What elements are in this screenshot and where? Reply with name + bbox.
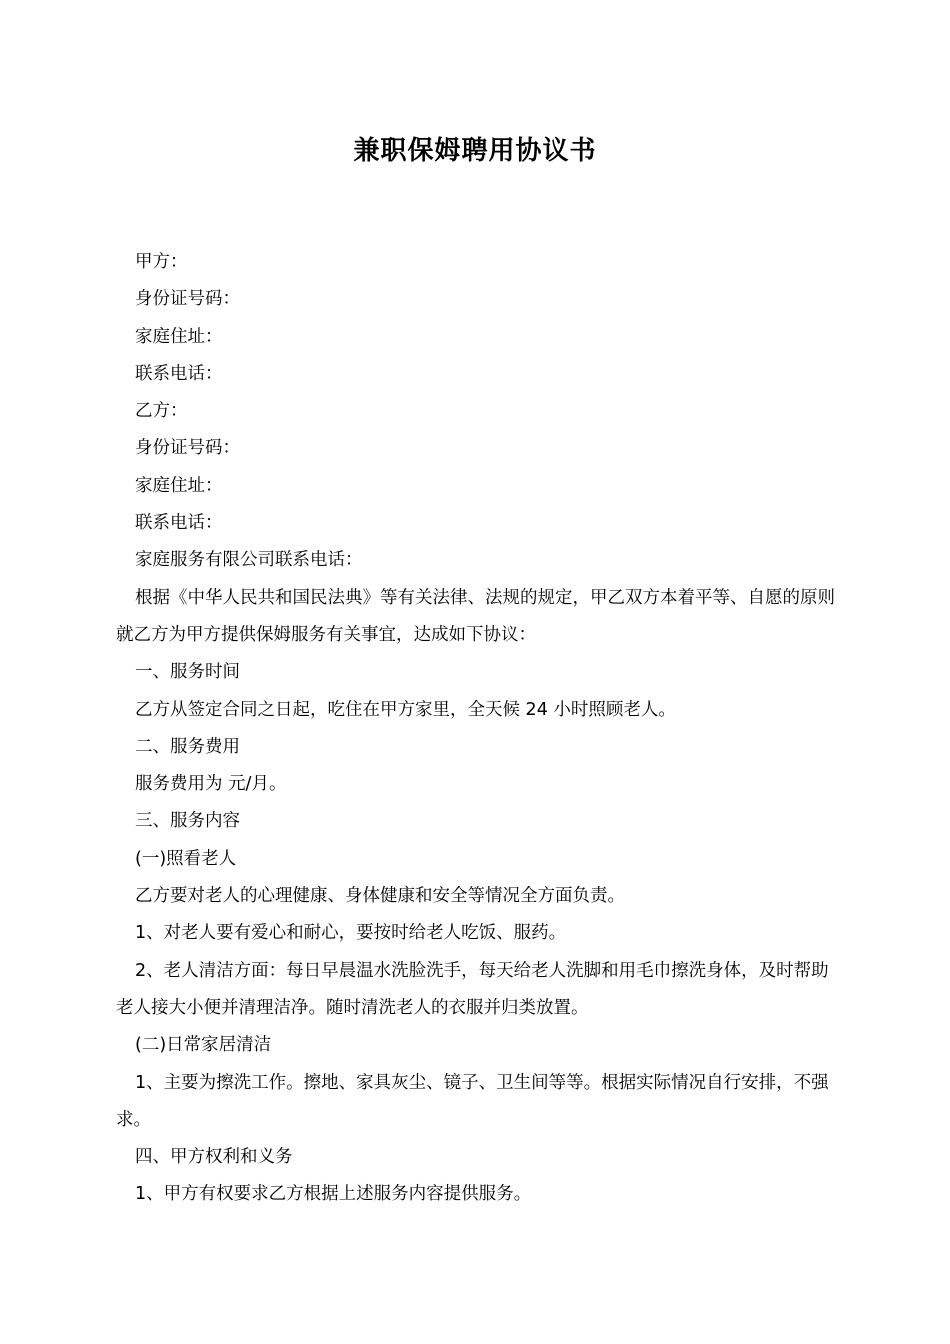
subsection-heading-house-cleaning: (二)日常家居清洁 [135,1035,272,1056]
party-b-address: 家庭住址： [135,475,223,496]
party-a-id-number: 身份证号码： [135,289,240,310]
section-heading-service-fee: 二、服务费用 [135,736,240,757]
party-b-label: 乙方： [135,401,188,422]
document-title: 兼职保姆聘用协议书 [353,136,597,166]
section-heading-service-content: 三、服务内容 [135,811,240,832]
party-a-rights-item-1: 1、甲方有权要求乙方根据上述服务内容提供服务。 [135,1184,532,1205]
subsection-heading-elder-care: (一)照看老人 [135,848,237,869]
service-time-paragraph: 乙方从签定合同之日起，吃住在甲方家里，全天候 24 小时照顾老人。 [135,699,676,720]
section-heading-party-a-rights: 四、甲方权利和义务 [135,1147,293,1168]
party-a-label: 甲方： [135,252,188,272]
party-a-address: 家庭住址： [135,326,223,347]
document-body [116,244,846,1214]
elder-care-item-1: 1、对老人要有爱心和耐心，要按时给老人吃饭、服药。 [135,923,567,944]
agency-phone: 家庭服务有限公司联系电话： [135,550,363,571]
house-cleaning-item-1: 1、主要为擦洗工作。擦地、家具灰尘、镜子、卫生间等等。根据实际情况自行安排，不强求。 [116,1072,829,1130]
party-a-phone: 联系电话： [135,363,223,384]
elder-care-paragraph: 乙方要对老人的心理健康、身体健康和安全等情况全方面负责。 [135,886,625,907]
preamble-paragraph: 根据《中华人民共和国民法典》等有关法律、法规的规定，甲乙双方本着平等、自愿的原则就乙方为甲方提供保姆服务有关事宜，达成如下协议： [116,587,835,645]
party-b-id-number: 身份证号码： [135,438,240,459]
party-b-phone: 联系电话： [135,513,223,534]
elder-care-item-2: 2、老人清洁方面：每日早晨温水洗脸洗手，每天给老人洗脚和用毛巾擦洗身体，及时帮助老人接大小便并清理洁净。随时清洗老人的衣服并归类放置。 [116,960,829,1018]
service-fee-paragraph: 服务费用为 元/月。 [135,774,287,795]
section-heading-service-time: 一、服务时间 [135,662,240,683]
